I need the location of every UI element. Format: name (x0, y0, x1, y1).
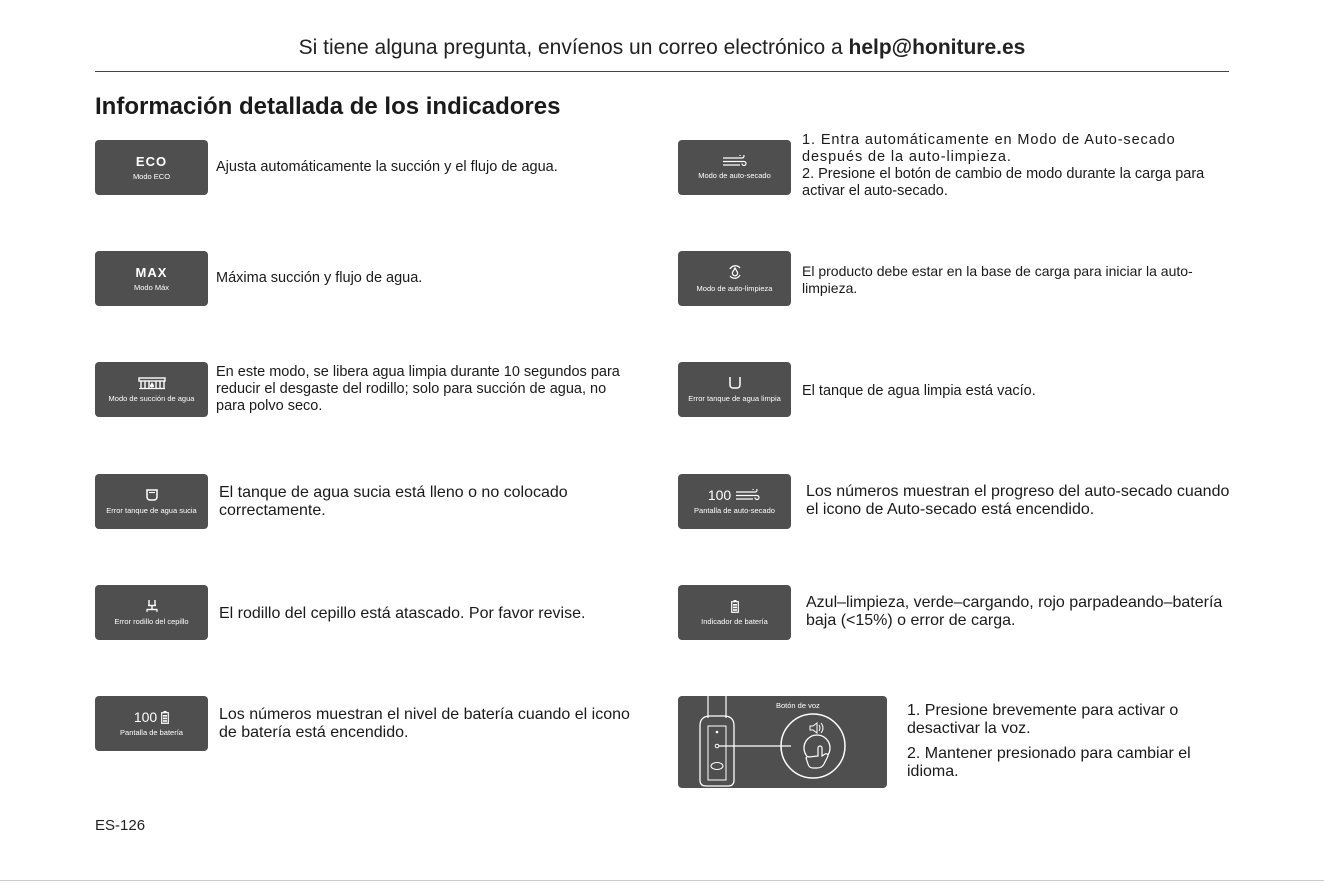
battery-display-description: Los números muestran el nivel de batería cuando el icono de batería está encendido. (219, 706, 630, 741)
max-symbol: MAX (135, 264, 168, 280)
battery-display-label: Pantalla de batería (120, 728, 183, 737)
battery-icon (731, 600, 739, 613)
auto-dry-display-label: Pantalla de auto-secado (694, 506, 775, 515)
water-suction-description: En este modo, se libera agua limpia durante 10 segundos para reducir el desgaste del rodillo; solo para succión de agua, no para polvo seco. (216, 364, 620, 414)
battery-icon (161, 711, 169, 724)
brush-roller-description: El rodillo del cepillo está atascado. Por favor revise. (219, 605, 586, 622)
max-label: Modo Máx (133, 282, 169, 292)
clean-tank-label: Error tanque de agua limpia (688, 394, 781, 403)
self-clean-description: El producto debe estar en la base de carga para iniciar la auto-limpieza. (802, 263, 1193, 296)
water-suction-icon (137, 376, 167, 390)
eco-description: Ajusta automáticamente la succión y el flujo de agua. (216, 159, 558, 175)
auto-dry-icon (735, 489, 761, 501)
contact-text: Si tiene alguna pregunta, envíenos un correo electrónico a (298, 36, 849, 59)
contact-email[interactable]: help@honiture.es (848, 36, 1026, 59)
eco-symbol: ECO (135, 153, 168, 169)
auto-dry-step-1: 1. Entra automáticamente en Modo de Auto-secado después de la auto-limpieza. (802, 132, 1176, 165)
voice-step-1: 1. Presione brevemente para activar o desactivar la voz. (907, 702, 1179, 737)
self-clean-badge (678, 251, 791, 306)
self-clean-label: Modo de auto-limpieza (696, 284, 773, 293)
battery-indicator-description: Azul–limpieza, verde–cargando, rojo parpadeando–batería baja (<15%) o error de carga. (806, 594, 1223, 629)
auto-dry-display-digits: 100 (707, 487, 732, 503)
clean-tank-badge (678, 362, 791, 417)
clean-tank-icon (728, 376, 742, 390)
auto-dry-badge (678, 140, 791, 195)
battery-indicator-label: Indicador de batería (701, 616, 768, 626)
eco-label: Modo ECO (132, 171, 171, 181)
clean-tank-description: El tanque de agua limpia está vacío. (802, 383, 1036, 399)
page-number: ES-126 (95, 817, 146, 834)
water-suction-badge (95, 362, 208, 417)
bottom-rule (0, 880, 1324, 881)
max-description: Máxima succión y flujo de agua. (216, 270, 423, 286)
auto-dry-description (802, 132, 1230, 200)
eco-badge (95, 140, 208, 195)
voice-button-label: Botón de voz (776, 701, 820, 710)
page-title: Información detallada de los indicadores (95, 93, 561, 120)
dirty-tank-description: El tanque de agua sucia está lleno o no colocado correctamente. (219, 484, 568, 519)
header-divider (95, 71, 1229, 72)
brush-roller-badge (95, 585, 208, 640)
battery-indicator-badge (678, 585, 791, 640)
max-badge (95, 251, 208, 306)
brush-roller-label: Error rodillo del cepillo (114, 617, 189, 626)
auto-dry-step-2: 2. Presione el botón de cambio de modo durante la carga para activar el auto-secado. (802, 166, 1205, 199)
dirty-tank-label: Error tanque de agua sucia (106, 506, 197, 515)
water-suction-label: Modo de succión de agua (108, 394, 195, 403)
battery-display-digits: 100 (133, 709, 158, 725)
auto-dry-label: Modo de auto-secado (698, 171, 771, 180)
brush-roller-icon (145, 599, 159, 613)
self-clean-icon (727, 264, 743, 280)
voice-description (907, 702, 1230, 781)
auto-dry-display-badge (678, 474, 791, 529)
battery-display-badge (95, 696, 208, 751)
auto-dry-display-description: Los números muestran el progreso del auto-secado cuando el icono de Auto-secado está encendido. (806, 483, 1230, 518)
voice-button-illustration (678, 696, 887, 788)
contact-header (95, 36, 1229, 60)
dirty-tank-badge (95, 474, 208, 529)
voice-step-2: 2. Mantener presionado para cambiar el idioma. (907, 745, 1191, 780)
dirty-tank-icon (145, 488, 159, 502)
auto-dry-icon (722, 155, 748, 167)
